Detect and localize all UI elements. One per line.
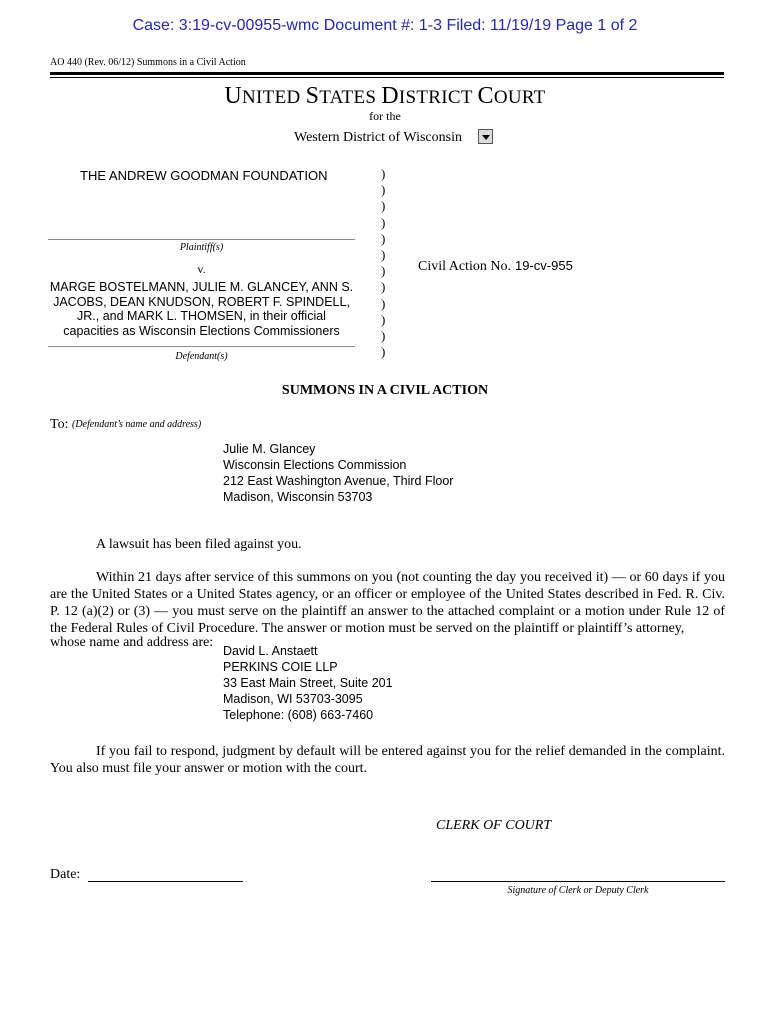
plaintiff-line xyxy=(48,239,355,240)
court-title: UNITED STATES DISTRICT COURT xyxy=(224,83,546,109)
defendant-address-field[interactable]: Julie M. Glancey Wisconsin Elections Commission 212 East Washington Avenue, Third Floor Madison, Wisconsin 53703 xyxy=(223,442,454,504)
civil-action-label: Civil Action No. xyxy=(418,259,511,274)
header-rule-thick xyxy=(50,72,724,75)
case-header-stamp: Case: 3:19-cv-00955-wmc Document #: 1-3 Filed: 11/19/19 Page 1 of 2 xyxy=(132,17,638,34)
attorney-address-field[interactable]: David L. Anstaett PERKINS COIE LLP 33 East Main Street, Suite 201 Madison, WI 53703-3095 Telephone: (608) 663-7460 xyxy=(223,644,393,722)
civil-action-number-field[interactable]: 19-cv-955 xyxy=(515,258,573,273)
versus-label: v. xyxy=(197,262,206,276)
summons-title: SUMMONS IN A CIVIL ACTION xyxy=(281,383,489,398)
defendant-names: MARGE BOSTELMANN, JULIE M. GLANCEY, ANN S. JACOBS, DEAN KNUDSON, ROBERT F. SPINDELL, JR., and MARK L. THOMSEN, in their official capacities as Wisconsin Elections Commissioners xyxy=(49,280,354,338)
paragraph-default-judgment: If you fail to respond, judgment by default will be entered against you for the relief demanded in the complaint. You also must file your answer or motion with the court. xyxy=(50,744,725,776)
plaintiff-name: THE ANDREW GOODMAN FOUNDATION xyxy=(80,168,328,183)
to-hint: (Defendant’s name and address) xyxy=(72,419,202,430)
district-select-value: Western District of Wisconsin xyxy=(294,130,462,145)
paragraph-response-deadline-end: whose name and address are: xyxy=(50,635,214,650)
paragraph-lawsuit-filed: A lawsuit has been filed against you. xyxy=(96,537,302,552)
to-label: To: xyxy=(50,417,69,432)
date-field-line[interactable] xyxy=(88,881,243,882)
header-rule-thin xyxy=(50,77,724,78)
form-identifier: AO 440 (Rev. 06/12) Summons in a Civil Action xyxy=(50,57,246,68)
district-dropdown-arrow-icon[interactable] xyxy=(478,129,493,144)
date-label: Date: xyxy=(50,867,81,882)
signature-line[interactable] xyxy=(431,881,725,882)
defendant-caption-label: Defendant(s) xyxy=(175,351,228,362)
plaintiff-caption-label: Plaintiff(s) xyxy=(179,242,224,253)
paragraph-response-deadline: Within 21 days after service of this summons on you (not counting the day you received it) — or 60 days if you are the United States or a United States agency, or an officer or employee of the United States described in Fed. R. Civ. P. 12 (a)(2) or (3) — you must serve on the plaintiff an answer to the attached complaint or a motion under Rule 12 of the Federal Rules of Civil Procedure. The answer or motion must be served on the plaintiff or plaintiff’s attorney, xyxy=(50,570,725,636)
clerk-of-court-label: CLERK OF COURT xyxy=(436,818,552,833)
for-the-label: for the xyxy=(369,109,401,123)
signature-caption: Signature of Clerk or Deputy Clerk xyxy=(507,885,649,896)
defendant-line xyxy=(48,346,355,347)
caption-parentheses: ) ) ) ) ) ) ) ) ) ) ) ) xyxy=(381,166,386,360)
